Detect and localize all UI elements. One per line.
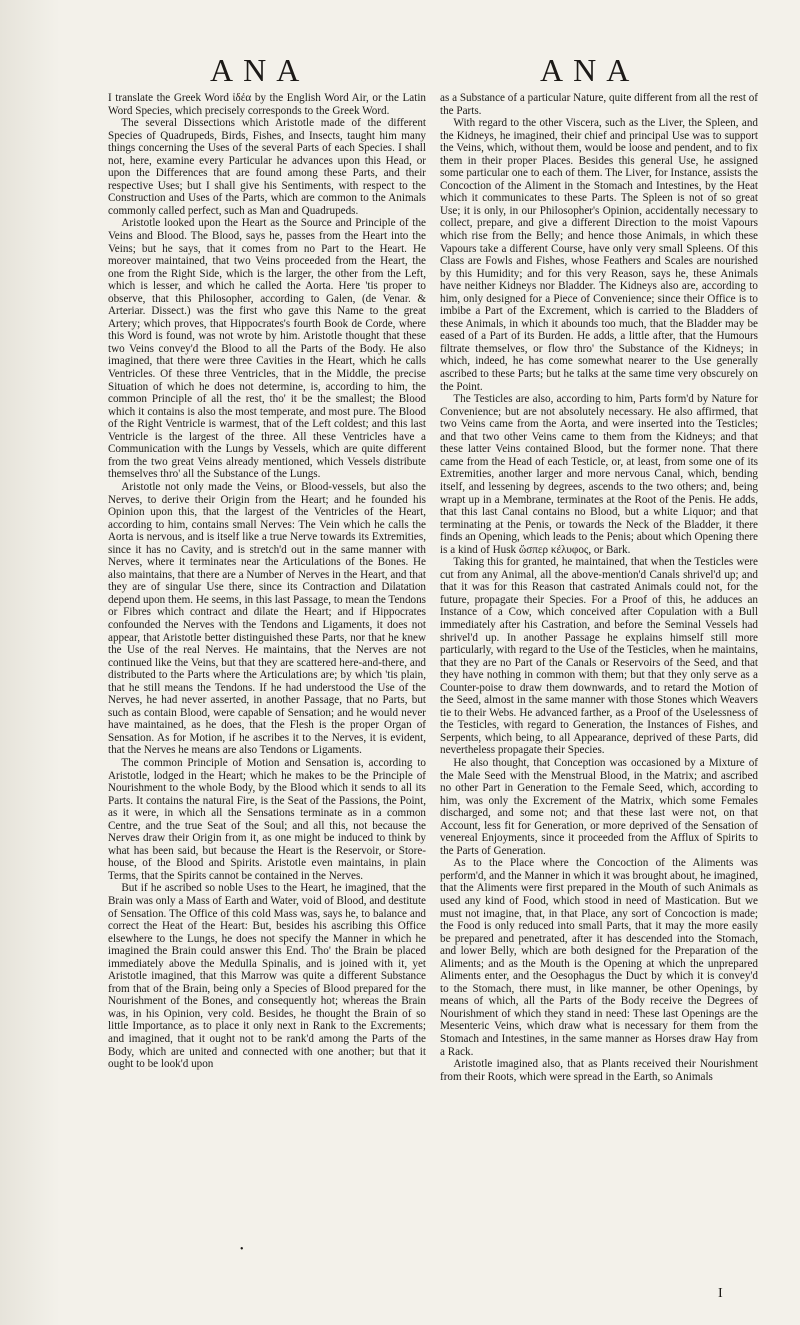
paragraph: Aristotle imagined also, that as Plants received their Nourishment from their Roots, which were spread in the Earth, so Animals (440, 1058, 758, 1083)
paragraph: The several Dissections which Aristotle made of the different Species of Quadrupeds, Birds, Fishes, and Insects, taught him many things concerning the Uses of the several Parts of each Species. I shall not, here, examine every Particular he advances upon this Head, or upon the Differences that are found among these Parts, and their respective Uses; but I shall give his Sentiments, with respect to the Construction and Uses of the Parts, which are common to the Animals commonly called perfect, such as Man and Quadrupeds. (108, 117, 426, 217)
gutter-shading (0, 0, 60, 1325)
paragraph: I translate the Greek Word ἰδέα by the English Word Air, or the Latin Word Species, which precisely corresponds to the Greek Word. (108, 92, 426, 117)
running-head-left: ANA (210, 52, 310, 88)
text-columns (108, 92, 758, 1232)
signature-mark: • (240, 1244, 244, 1255)
paragraph: He also thought, that Conception was occasioned by a Mixture of the Male Seed with the Menstrual Blood, in the Matrix; and ascribed no other Part in Generation to the Female Seed, which, according to him, was only the Excrement of the Matrix, which some Females discharged, and some not; and that these last were not, on that Account, less fit for Generation, or more deprived of the Sensation of venereal Enjoyments, since it proceeded from the Afflux of Spirits to the Parts of Generation. (440, 756, 758, 857)
paragraph: The Testicles are also, according to him, Parts form'd by Nature for Convenience; but are not absolutely necessary. He also affirmed, that two Veins came from the Aorta, and were inserted into the Testicles; and that two other Veins came to them from the Kidneys; and that these latter Veins contained Blood, but the former none. That there came from the Head of each Testicle, or, at least, from some one of its Extremities, another larger and more nervous Canal, which, bending itself, and lessening by degrees, ascends to the two others; and, being wrapt up in a Membrane, terminates at the Root of the Penis. He adds, that this last Canal contains no Blood, but a white Liquor; and that terminating at the Penis, or towards the Neck of the Bladder, it there finds an Opening, which leads to the Penis; about which Opening there is a kind of Husk ὥσπερ κέλυφος, or Bark. (440, 393, 758, 556)
left-column (108, 92, 426, 1232)
paragraph: But if he ascribed so noble Uses to the Heart, he imagined, that the Brain was only a Mass of Earth and Water, void of Blood, and destitute of Sensation. The Office of this cold Mass was, says he, to balance and correct the Heat of the Heart: But, besides his ascribing this Office elsewhere to the Lungs, he does not specify the Manner in which he imagined the Brain could answer this End. Tho' the Brain be placed immediately above the Medulla Spinalis, and is joined with it, yet Aristotle imagined, that this Marrow was quite a different Substance from that of the Brain, being only a Species of Blood prepared for the Nourishment of the Bones, and consequently hot; whereas the Brain was, in his Opinion, very cold. Besides, he thought the Brain of so little Importance, as to place it only next in Rank to the Excrements; and imagined, that it ought not to be rank'd among the Parts of the Body, which are united and connected with one another; but that it ought to be look'd upon (108, 882, 426, 1071)
paragraph: Aristotle looked upon the Heart as the Source and Principle of the Veins and Blood. The Blood, says he, passes from the Heart into the Veins; but he says, that it comes from no Part to the Heart. He moreover maintained, that two Veins proceeded from the Heart, the one from the Right Side, which is the larger, the other from the Left, which is lesser, and which he called the Aorta. Here 'tis proper to observe, that this Philosopher, according to Galen, (de Venar. & Arteriar. Dissect.) was the first who gave this Name to the great Artery; which proves, that Hippocrates's fourth Book de Corde, where this Word is found, was not wrote by him. Aristotle thought that these two Veins convey'd the Blood to all the Parts of the Body. He also imagined, that there were three Cavities in the Heart, which he calls Ventricles. Of these three Ventricles, that in the Middle, the precise Situation of which he does not determine, is, according to him, the common Principle of all the rest, tho' it be the smallest; the Blood which it contains is also the most temperate, and most pure. The Blood of the Right Ventricle is warmest, that of the Left coldest; and this last Ventricle is the largest of the three. All these Ventricles have a Communication with the Lungs by Vessels, which are quite different from the two great Veins already mentioned, which Vessels distribute themselves thro' all the Substance of the Lungs. (108, 217, 426, 481)
paragraph: Aristotle not only made the Veins, or Blood-vessels, but also the Nerves, to derive their Origin from the Heart; and he founded his Opinion upon this, that the largest of the Ventricles of the Heart, according to him, contains small Nerves: The Vein which he calls the Aorta is nervous, and is itself like a true Nerve towards its Extremities, since it has no Cavity, and is stretch'd out in the same manner with Nerves, where it terminates near the Articulations of the Bones. He also maintains, that there are a Number of Nerves in the Heart, and that they are of singular Use there, since its Contraction and Dilatation depend upon them. He seems, in this last Passage, to mean the Tendons or Fibres which contract and dilate the Heart; and if Hippocrates confounded the Nerves with the Tendons and Ligaments, it does not appear, that Aristotle better distinguished these Parts, nor that he knew the Use of the real Nerves. He maintains, that the Nerves are not continued like the Veins, but that they are scattered here-and-there, and distributed to the Parts where the Articulations are; by which 'tis plain, that he still means the Tendons. If he had understood the Use of the Nerves, he had never asserted, in another Passage, that no Parts, but such as contain Blood, were capable of Sensation; and he would never have maintained, as he does, that the Flesh is the proper Organ of Sensation. As for Motion, if he ascribes it to the Nerves, it is evident, that the Nerves he means are also Tendons or Ligaments. (108, 480, 426, 757)
running-head (100, 52, 730, 96)
paragraph: With regard to the other Viscera, such as the Liver, the Spleen, and the Kidneys, he imagined, their chief and principal Use was to support the Veins, which, without them, would be loose and pendent, and to fix them in their proper Places. Besides this general Use, he assigned some particular one to each of them. The Liver, for Instance, assists the Concoction of the Aliment in the Stomach and Intestines, by the Heat which it communicates to these Parts. The Spleen is not of so great Use; it is only, in our Philosopher's Opinion, accidentally necessary to collect, prepare, and give a different Direction to the moist Vapours which rise from the Belly; and hence those Animals, in which these Vapours take a different Course, have only very small Spleens. Of this Class are Fowls and Fishes, whose Feathers and Scales are nourished by this Humidity; and for this very Reason, says he, these Animals have neither Kidneys nor Bladder. The Kidneys also are, according to him, only designed for a Piece of Convenience; since their Office is to imbibe a Part of the Excrement, which is carried to the Bladders of these Animals, in which it abounds too much, that the Bladder may be eased of a Part of its Burden. He adds, a little after, that the Humours filtrate themselves, or flow thro' the Substance of the Kidneys; in which, indeed, he has come somewhat nearer to the Use generally ascribed to these Parts; but he talks at the same time very obscurely on the Point. (440, 117, 758, 393)
paragraph: The common Principle of Motion and Sensation is, according to Aristotle, lodged in the Heart; which he makes to be the Principle of Nourishment to the whole Body, by the Blood which it sends to all its Parts. It contains the natural Fire, is the Seat of the Passions, the Point, as it were, in which all the Sensations terminate as in a common Centre, and the true Seat of the Soul; and all this, not because the Nerves draw their Origin from it, as one might be induced to think by what has been said, but because the Heart is the Reservoir, or Store-house, of the Blood and Spirits. Aristotle even maintains, in plain Terms, that the Spirits cannot be contained in the Nerves. (108, 756, 426, 882)
page-number: I (718, 1286, 723, 1301)
paragraph: as a Substance of a particular Nature, quite different from all the rest of the Parts. (440, 92, 758, 117)
right-column (440, 92, 758, 1232)
running-head-right: ANA (540, 52, 640, 88)
paragraph: As to the Place where the Concoction of the Aliments was perform'd, and the Manner in which it was brought about, he imagined, that the Aliments were first prepared in the Mouth of such Animals as used any kind of Food, which stood in need of Mastication. But we must not imagine, that, in that Place, any sort of Concoction is made; the Food is only reduced into small Parts, that it may the more easily be prepared and penetrated, after it has descended into the Stomach, and lower Belly, which are both designed for the Preparation of the Aliments; and as the Mouth is the Opening at which the unprepared Aliments enter, and the Oesophagus the Duct by which it is convey'd to the Stomach, there must, in like manner, be other Openings, by means of which, all the Parts of the Body receive the Degrees of Nourishment of which they stand in need: These last Openings are the Mesenteric Veins, which draw what is necessary for them from the Stomach and Intestines, in the same manner as Horses draw Hay from a Rack. (440, 857, 758, 1058)
paragraph: Taking this for granted, he maintained, that when the Testicles were cut from any Animal, all the above-mention'd Canals shrivel'd up; and that it was for this Reason that castrated Animals could not, for the future, propagate their Species. For a Proof of this, he adduces an Instance of a Cow, which conceived after Copulation with a Bull immediately after his Castration, and before the Seminal Vessels had shrivel'd up. In another Passage he explains himself still more particularly, with regard to the Use of the Testicles, when he maintains, that they are no Part of the Canals or Reservoirs of the Seed, and that they have nothing in common with them; but that they only serve as a Counter-poise to draw them downwards, and to retard the Motion of the Seed, almost in the same manner with those Stones which Weavers tie to their Webs. He advanced farther, as a Proof of the Uselessness of the Testicles, with regard to Generation, the Instances of Fishes, and Serpents, which being, to all Appearance, deprived of these Parts, did nevertheless propagate their Species. (440, 556, 758, 757)
